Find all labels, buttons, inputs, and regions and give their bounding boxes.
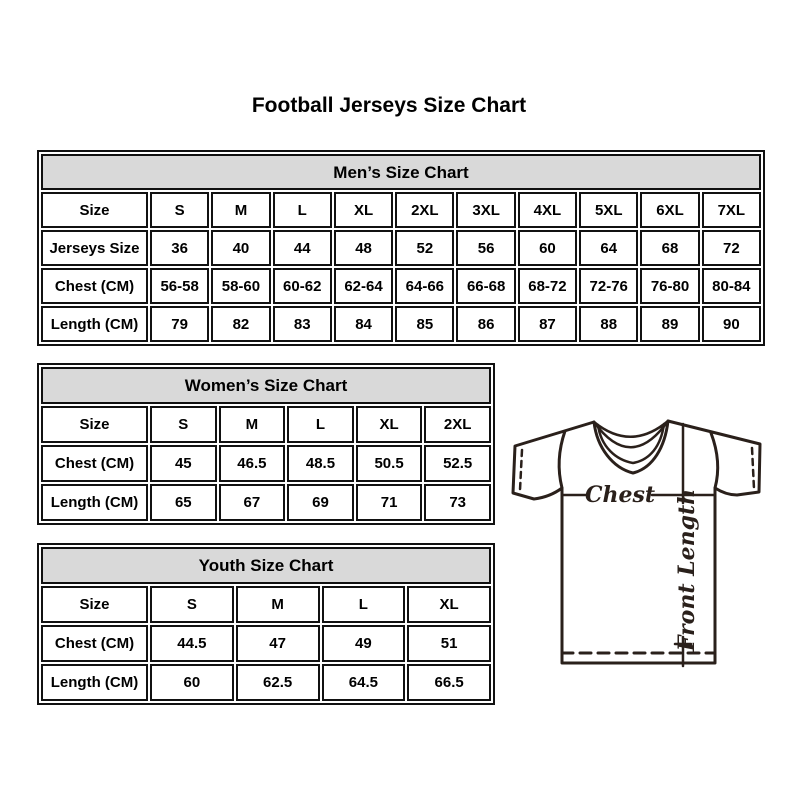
size-value-cell: 2XL [395,192,454,228]
jersey-measurement-diagram [505,400,770,675]
table-row [41,664,491,701]
left-armhole-seam [559,431,565,488]
size-value-cell: 52 [395,230,454,266]
size-value-cell: M [219,406,286,443]
size-value-cell: L [287,406,354,443]
size-value-cell: M [211,192,270,228]
size-value-cell: 67 [219,484,286,521]
men-table-title: Men’s Size Chart [41,154,761,190]
table-row [41,230,761,266]
size-value-cell: 72-76 [579,268,638,304]
size-value-cell: 60 [518,230,577,266]
table-row [41,192,761,228]
row-label-cell: Size [41,406,148,443]
right-armhole-seam [711,433,718,488]
size-value-cell: 50.5 [356,445,423,482]
size-value-cell: XL [356,406,423,443]
size-value-cell: 48 [334,230,393,266]
size-value-cell: 62.5 [236,664,320,701]
size-value-cell: 5XL [579,192,638,228]
size-value-cell: S [150,406,217,443]
size-value-cell: 82 [211,306,270,342]
size-value-cell: 89 [640,306,699,342]
size-value-cell: 47 [236,625,320,662]
row-label-cell: Size [41,192,148,228]
size-value-cell: 64-66 [395,268,454,304]
size-value-cell: 3XL [456,192,515,228]
size-value-cell: 88 [579,306,638,342]
size-value-cell: XL [407,586,491,623]
row-label-cell: Chest (CM) [41,625,148,662]
size-value-cell: 46.5 [219,445,286,482]
women-size-table [37,363,495,525]
row-label-cell: Length (CM) [41,484,148,521]
row-label-cell: Length (CM) [41,664,148,701]
table-row [41,625,491,662]
size-value-cell: 62-64 [334,268,393,304]
row-label-cell: Chest (CM) [41,268,148,304]
size-value-cell: 44 [273,230,332,266]
size-value-cell: M [236,586,320,623]
size-value-cell: 51 [407,625,491,662]
size-value-cell: 60 [150,664,234,701]
size-value-cell: 66.5 [407,664,491,701]
table-row [41,306,761,342]
table-row [41,406,491,443]
youth-size-table-section [37,543,495,705]
front-length-label: Front Length [674,488,700,652]
size-value-cell: 64 [579,230,638,266]
size-value-cell: 68-72 [518,268,577,304]
left-sleeve-dashed-line [520,450,522,490]
size-value-cell: L [322,586,406,623]
size-value-cell: 6XL [640,192,699,228]
size-value-cell: 68 [640,230,699,266]
size-value-cell: 76-80 [640,268,699,304]
size-value-cell: 79 [150,306,209,342]
size-value-cell: 49 [322,625,406,662]
women-table-title: Women’s Size Chart [41,367,491,404]
table-row [41,484,491,521]
size-value-cell: XL [334,192,393,228]
size-value-cell: 56-58 [150,268,209,304]
size-value-cell: 87 [518,306,577,342]
youth-table-title: Youth Size Chart [41,547,491,584]
table-row [41,586,491,623]
size-value-cell: 45 [150,445,217,482]
size-value-cell: 2XL [424,406,491,443]
men-size-table [37,150,765,346]
size-value-cell: 48.5 [287,445,354,482]
size-value-cell: S [150,192,209,228]
row-label-cell: Chest (CM) [41,445,148,482]
size-value-cell: 65 [150,484,217,521]
size-value-cell: 4XL [518,192,577,228]
size-value-cell: 44.5 [150,625,234,662]
size-value-cell: 7XL [702,192,761,228]
size-value-cell: 60-62 [273,268,332,304]
row-label-cell: Size [41,586,148,623]
size-value-cell: 66-68 [456,268,515,304]
size-value-cell: 85 [395,306,454,342]
womens-size-table-section [37,363,495,525]
page-title: Football Jerseys Size Chart [251,94,527,117]
size-value-cell: 80-84 [702,268,761,304]
size-value-cell: 58-60 [211,268,270,304]
size-value-cell: 64.5 [322,664,406,701]
row-label-cell: Length (CM) [41,306,148,342]
size-value-cell: 52.5 [424,445,491,482]
row-label-cell: Jerseys Size [41,230,148,266]
youth-size-table [37,543,495,705]
table-row [41,445,491,482]
size-value-cell: 73 [424,484,491,521]
size-value-cell: 86 [456,306,515,342]
size-value-cell: 69 [287,484,354,521]
size-value-cell: L [273,192,332,228]
jersey-outline [513,421,760,663]
size-value-cell: 71 [356,484,423,521]
right-sleeve-dashed-line [752,448,754,489]
size-value-cell: S [150,586,234,623]
size-value-cell: 84 [334,306,393,342]
mens-size-table-section [37,150,765,346]
chest-label: Chest [584,482,656,508]
size-value-cell: 90 [702,306,761,342]
size-value-cell: 40 [211,230,270,266]
size-value-cell: 36 [150,230,209,266]
size-value-cell: 83 [273,306,332,342]
table-row [41,268,761,304]
size-value-cell: 72 [702,230,761,266]
size-value-cell: 56 [456,230,515,266]
